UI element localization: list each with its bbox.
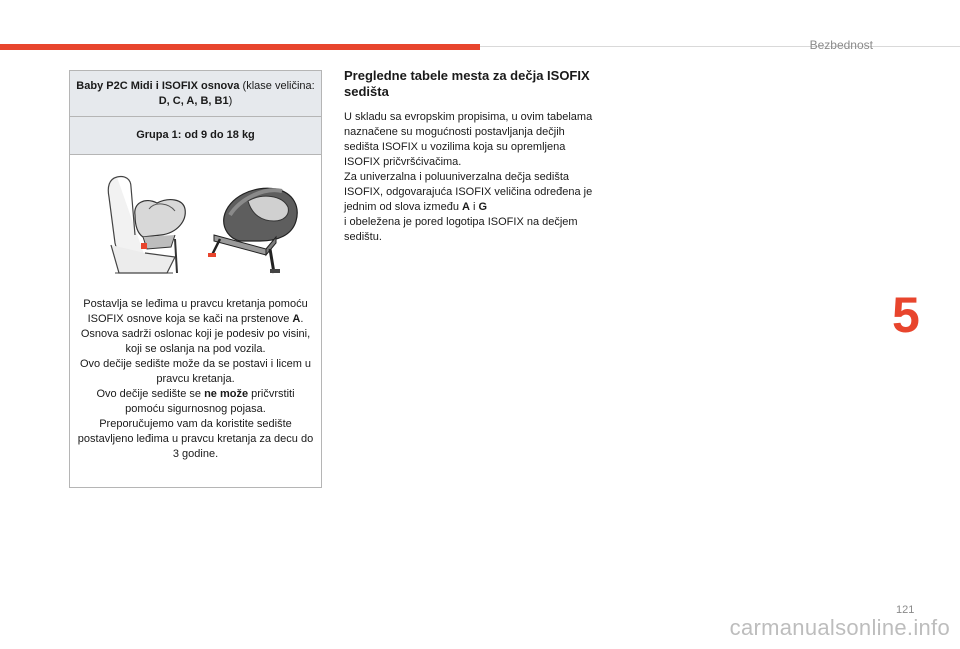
chapter-number: 5 xyxy=(892,287,920,343)
seat-description xyxy=(70,297,321,462)
desc-4b: ne može xyxy=(204,388,249,400)
seat-model-name: Baby P2C Midi i ISOFIX osnova xyxy=(76,79,240,92)
page-number: 121 xyxy=(896,604,915,616)
desc-paragraph-1 xyxy=(76,297,315,327)
seat-weight-group: Grupa 1: od 9 do 18 kg xyxy=(70,117,321,155)
desc-paragraph-2: Osnova sadrži oslonac koji je podesiv po visini, koji se oslanja na pod vozila. xyxy=(80,328,311,355)
desc-paragraph-5: Preporučujemo vam da koristite sedište postavljeno leđima u pravcu kretanja za decu do 3 godine. xyxy=(77,418,314,460)
seat-title xyxy=(76,79,315,109)
seat-size-classes: D, C, A, B, B1 xyxy=(158,94,229,107)
isofix-base-seat-illustration xyxy=(204,177,304,277)
desc-paragraph-3: Ovo dečije sedište može da se postavi i licem u pravcu kretanja. xyxy=(79,358,312,385)
body-part-a: U skladu sa evropskim propisima, u ovim tabelama naznačene su mogućnosti postavljanja dečjih sedišta ISOFIX u vozilima koja su opremljena ISOFIX pričvršćivačima. Za univerzalna i poluuniverzalna dečja sedišta ISOFIX, odgovarajuća ISOFIX veličina određena je jednim od slova između xyxy=(344,111,593,213)
section-label: Bezbednost xyxy=(809,38,873,52)
seat-illustrations xyxy=(70,155,321,295)
desc-1b: A xyxy=(292,313,301,325)
section-heading: Pregledne tabele mesta za dečja ISOFIX sedišta xyxy=(344,68,590,99)
seat-title-close: ) xyxy=(228,94,233,107)
desc-1a: Postavlja se leđima u pravcu kretanja pomoću ISOFIX osnove koja se kači na prstenove xyxy=(83,298,308,325)
car-seat-installed-illustration xyxy=(105,173,190,281)
desc-1c: . xyxy=(300,313,304,325)
body-part-c: i obeležena je pored logotipa ISOFIX na dečjem sedištu. xyxy=(344,216,578,243)
isofix-tables-section xyxy=(344,68,596,245)
body-part-b: i xyxy=(469,201,479,213)
header-rule xyxy=(480,46,960,47)
letter-g: G xyxy=(478,201,488,213)
desc-4a: Ovo dečije sedište se xyxy=(96,388,205,400)
section-body xyxy=(344,110,596,245)
desc-4c: pričvrstiti pomoću sigurnosnog pojasa. xyxy=(125,388,295,415)
header-accent-bar xyxy=(0,44,480,50)
child-seat-info-box xyxy=(69,70,322,488)
seat-box-header xyxy=(70,71,321,117)
watermark: carmanualsonline.info xyxy=(729,615,950,640)
desc-paragraph-4 xyxy=(76,387,315,417)
seat-title-normal: (klase veličina: xyxy=(239,79,315,92)
letter-a: A xyxy=(462,201,470,213)
